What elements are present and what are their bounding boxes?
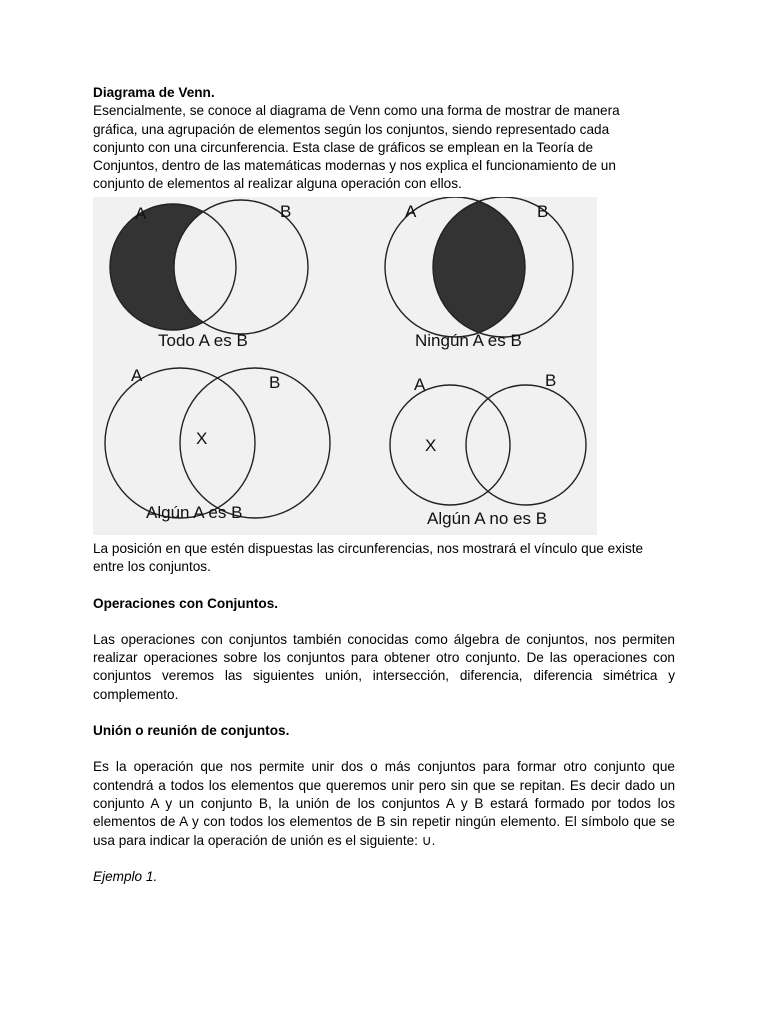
diagram-caption: Algún A es B xyxy=(146,503,243,522)
example-label: Ejemplo 1. xyxy=(93,868,158,884)
set-b-circle xyxy=(466,385,586,505)
set-b-label: B xyxy=(269,373,281,392)
set-b-label: B xyxy=(537,202,549,221)
diagram-caption: Ningún A es B xyxy=(415,331,522,350)
venn-diagrams-svg xyxy=(93,197,597,535)
position-paragraph: La posición en que estén dispuestas las circunferencias, nos mostrará el vínculo que existe entre los conjuntos. xyxy=(93,541,644,575)
venn-figure xyxy=(93,197,597,535)
set-a-label: A xyxy=(131,366,143,385)
intro-paragraph: Esencialmente, se conoce al diagrama de Venn como una forma de mostrar de manera gráfica, una agrupación de elementos según los conjuntos, siendo representado cada conjunto con una circunferencia. Esta clase de gráficos se emplean en la Teoría de Conjuntos, dentro de las matemáticas modernas y nos explica el funcionamiento de un conjunto de elementos al realizar alguna operación con ellos. xyxy=(93,103,620,192)
intersection-shaded-region xyxy=(433,197,573,337)
venn-diagram-ningun xyxy=(385,197,573,350)
heading-venn: Diagrama de Venn. xyxy=(93,85,215,100)
set-a-label: A xyxy=(414,375,426,394)
document-page xyxy=(93,84,675,194)
set-b-label: B xyxy=(545,371,557,390)
union-paragraph: Es la operación que nos permite unir dos o más conjuntos para formar otro conjunto que contendrá a todos los elementos que queremos unir pero sin que se repitan. Es decir dado un conjunto A y un conjunto B, la unión de los conjuntos A y B estará formado por todos los elementos de A y con todos los elementos de B sin repetir ningún elemento. El símbolo que se usa para indicar la operación de unión es el siguiente: ∪. xyxy=(93,759,675,848)
set-b-label: B xyxy=(280,202,292,221)
element-x-mark: X xyxy=(196,429,208,448)
diagram-caption: Algún A no es B xyxy=(427,509,548,528)
heading-operaciones: Operaciones con Conjuntos. xyxy=(93,595,279,611)
venn-diagram-algun-no xyxy=(390,371,586,528)
set-a-circle xyxy=(390,385,510,505)
element-x-mark: X xyxy=(425,436,437,455)
venn-diagram-todo xyxy=(110,200,308,350)
diagram-caption: Todo A es B xyxy=(158,331,248,350)
set-a-label: A xyxy=(405,202,417,221)
operaciones-paragraph: Las operaciones con conjuntos también conocidas como álgebra de conjuntos, nos permiten realizar operaciones sobre los conjuntos para obtener otro conjunto. De las operaciones con conjuntos veremos las siguientes unión, intersección, diferencia, diferencia simétrica y complemento. xyxy=(93,631,675,702)
heading-union: Unión o reunión de conjuntos. xyxy=(93,723,290,739)
venn-diagram-algun xyxy=(105,366,330,522)
document-page-continued xyxy=(93,540,675,886)
set-a-label: A xyxy=(135,204,147,223)
